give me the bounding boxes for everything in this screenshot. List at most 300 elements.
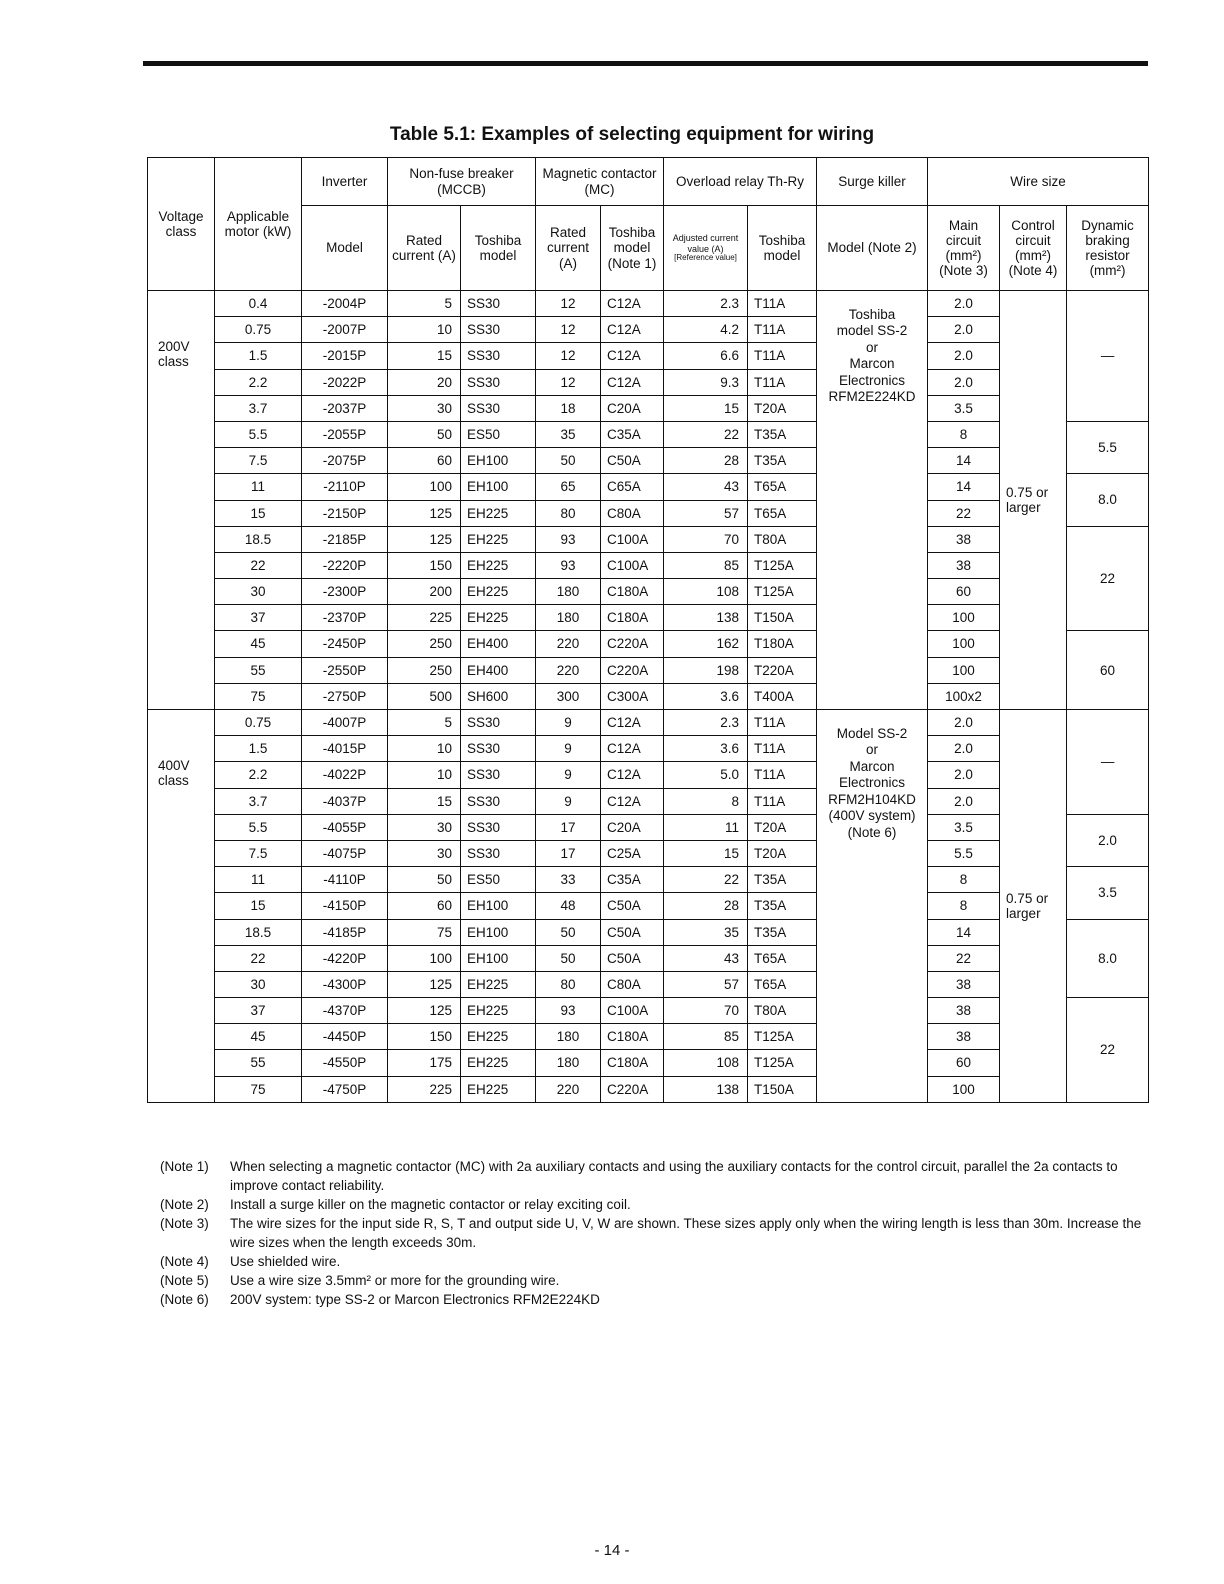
mccb-model: EH225 (461, 500, 536, 526)
inverter-model: -4110P (302, 867, 388, 893)
inverter-model: -2110P (302, 474, 388, 500)
mccb-rated-current: 75 (388, 919, 461, 945)
motor-kw: 55 (215, 657, 302, 683)
main-circuit-size: 22 (928, 945, 1000, 971)
main-circuit-size: 3.5 (928, 395, 1000, 421)
table-row (148, 762, 1149, 788)
main-circuit-size: 14 (928, 448, 1000, 474)
adjusted-current: 4.2 (664, 317, 748, 343)
relay-model: T20A (748, 395, 817, 421)
adjusted-current: 9.3 (664, 369, 748, 395)
mc-rated-current: 9 (536, 736, 601, 762)
mccb-model: SS30 (461, 291, 536, 317)
surge-killer-line: Marcon (849, 758, 895, 774)
dynamic-braking-size: — (1067, 291, 1149, 422)
relay-model: T180A (748, 631, 817, 657)
page-number: - 14 - (594, 1542, 630, 1559)
surge-killer-line: model SS-2 (836, 323, 908, 339)
header-voltage-class: Voltage class (148, 158, 215, 291)
surge-killer-cell (817, 291, 928, 710)
main-circuit-size: 2.0 (928, 343, 1000, 369)
inverter-model: -2007P (302, 317, 388, 343)
mc-model: C12A (601, 291, 664, 317)
adjusted-current: 57 (664, 500, 748, 526)
relay-model: T80A (748, 526, 817, 552)
surge-killer-line: RFM2E224KD (828, 389, 916, 405)
adjusted-current: 138 (664, 1076, 748, 1102)
mc-rated-current: 48 (536, 893, 601, 919)
adjusted-current: 108 (664, 579, 748, 605)
mccb-model: EH100 (461, 945, 536, 971)
main-circuit-size: 2.0 (928, 710, 1000, 736)
mccb-model: EH225 (461, 526, 536, 552)
adjusted-current: 138 (664, 605, 748, 631)
relay-model: T65A (748, 500, 817, 526)
main-circuit-size: 5.5 (928, 840, 1000, 866)
mccb-model: EH100 (461, 893, 536, 919)
mccb-model: EH225 (461, 971, 536, 997)
mccb-model: EH225 (461, 1050, 536, 1076)
inverter-model: -2022P (302, 369, 388, 395)
mc-model: C50A (601, 448, 664, 474)
mc-model: C20A (601, 814, 664, 840)
note (160, 1271, 1160, 1290)
mc-model: C50A (601, 945, 664, 971)
header-dynamic-braking: Dynamic braking resistor (mm²) (1067, 206, 1149, 291)
inverter-model: -4075P (302, 840, 388, 866)
table-row (148, 945, 1149, 971)
main-circuit-size: 8 (928, 867, 1000, 893)
header-mc-toshiba-model: Toshiba model (Note 1) (601, 206, 664, 291)
main-circuit-size: 14 (928, 919, 1000, 945)
mc-rated-current: 9 (536, 710, 601, 736)
mccb-model: SS30 (461, 736, 536, 762)
mccb-model: EH100 (461, 474, 536, 500)
inverter-model: -4300P (302, 971, 388, 997)
relay-model: T400A (748, 683, 817, 709)
mc-model: C80A (601, 971, 664, 997)
mccb-model: EH225 (461, 1024, 536, 1050)
note-text: 200V system: type SS-2 or Marcon Electronics RFM2E224KD (230, 1292, 600, 1307)
table-row (148, 291, 1149, 317)
mc-rated-current: 220 (536, 1076, 601, 1102)
table-row (148, 867, 1149, 893)
table-body (148, 291, 1149, 1103)
note (160, 1157, 1160, 1195)
inverter-model: -2750P (302, 683, 388, 709)
relay-model: T65A (748, 474, 817, 500)
control-circuit-size: 0.75 or larger (1000, 291, 1067, 710)
main-circuit-size: 2.0 (928, 291, 1000, 317)
mccb-model: EH225 (461, 605, 536, 631)
relay-model: T35A (748, 421, 817, 447)
main-circuit-size: 3.5 (928, 814, 1000, 840)
mc-rated-current: 9 (536, 788, 601, 814)
mc-rated-current: 12 (536, 317, 601, 343)
mccb-rated-current: 150 (388, 1024, 461, 1050)
main-circuit-size: 38 (928, 998, 1000, 1024)
surge-killer-line: Electronics (839, 372, 906, 388)
main-circuit-size: 2.0 (928, 736, 1000, 762)
mc-model: C12A (601, 343, 664, 369)
adjusted-current: 198 (664, 657, 748, 683)
surge-killer-line: Model SS-2 (836, 726, 908, 741)
note (160, 1195, 1160, 1214)
adjusted-current: 28 (664, 448, 748, 474)
header-mccb-toshiba-model: Toshiba model (461, 206, 536, 291)
mccb-rated-current: 225 (388, 1076, 461, 1102)
motor-kw: 18.5 (215, 526, 302, 552)
mccb-model: EH225 (461, 579, 536, 605)
mccb-model: EH100 (461, 448, 536, 474)
relay-model: T65A (748, 971, 817, 997)
inverter-model: -2220P (302, 552, 388, 578)
main-circuit-size: 60 (928, 579, 1000, 605)
mc-model: C180A (601, 579, 664, 605)
relay-model: T80A (748, 998, 817, 1024)
motor-kw: 15 (215, 500, 302, 526)
mccb-rated-current: 250 (388, 657, 461, 683)
mccb-model: SS30 (461, 317, 536, 343)
voltage-class-cell: 400V class (148, 710, 215, 1103)
mccb-rated-current: 125 (388, 500, 461, 526)
motor-kw: 3.7 (215, 395, 302, 421)
motor-kw: 22 (215, 945, 302, 971)
mc-model: C220A (601, 631, 664, 657)
mccb-rated-current: 250 (388, 631, 461, 657)
header-control-circuit: Control circuit (mm²) (Note 4) (1000, 206, 1067, 291)
wiring-equipment-table (147, 157, 1149, 1103)
mccb-rated-current: 100 (388, 474, 461, 500)
note-key: (Note 6) (160, 1292, 209, 1307)
note-text: Install a surge killer on the magnetic contactor or relay exciting coil. (230, 1197, 631, 1212)
inverter-model: -2075P (302, 448, 388, 474)
main-circuit-size: 2.0 (928, 788, 1000, 814)
inverter-model: -2004P (302, 291, 388, 317)
motor-kw: 7.5 (215, 448, 302, 474)
mc-model: C220A (601, 1076, 664, 1102)
inverter-model: -2300P (302, 579, 388, 605)
adjusted-current: 5.0 (664, 762, 748, 788)
mccb-model: EH100 (461, 919, 536, 945)
table-row (148, 579, 1149, 605)
mc-model: C65A (601, 474, 664, 500)
mc-model: C220A (601, 657, 664, 683)
relay-model: T220A (748, 657, 817, 683)
mc-model: C12A (601, 736, 664, 762)
adjusted-current: 85 (664, 552, 748, 578)
surge-killer-line: Toshiba (848, 307, 896, 322)
adjusted-current: 3.6 (664, 736, 748, 762)
note-text: Use a wire size 3.5mm² or more for the grounding wire. (230, 1273, 560, 1288)
mc-rated-current: 93 (536, 552, 601, 578)
motor-kw: 30 (215, 579, 302, 605)
table-row (148, 788, 1149, 814)
mccb-rated-current: 30 (388, 840, 461, 866)
header-main-circuit: Main circuit (mm²) (Note 3) (928, 206, 1000, 291)
header-inverter: Inverter (302, 158, 388, 206)
table-row (148, 840, 1149, 866)
relay-model: T11A (748, 736, 817, 762)
adjusted-current-label: Adjusted current value (A) (672, 233, 739, 254)
mccb-rated-current: 15 (388, 788, 461, 814)
inverter-model: -4055P (302, 814, 388, 840)
mccb-rated-current: 100 (388, 945, 461, 971)
adjusted-current: 70 (664, 526, 748, 552)
header-adjusted-current (664, 206, 748, 291)
adjusted-current: 2.3 (664, 291, 748, 317)
surge-killer-line: (400V system) (828, 808, 916, 824)
adjusted-current: 57 (664, 971, 748, 997)
dynamic-braking-size: 8.0 (1067, 919, 1149, 998)
mc-rated-current: 65 (536, 474, 601, 500)
table-row (148, 526, 1149, 552)
motor-kw: 1.5 (215, 343, 302, 369)
mc-rated-current: 93 (536, 998, 601, 1024)
table-row (148, 736, 1149, 762)
mc-model: C35A (601, 421, 664, 447)
motor-kw: 75 (215, 1076, 302, 1102)
mc-rated-current: 180 (536, 605, 601, 631)
adjusted-current: 6.6 (664, 343, 748, 369)
adjusted-current: 28 (664, 893, 748, 919)
adjusted-current: 70 (664, 998, 748, 1024)
relay-model: T150A (748, 1076, 817, 1102)
table-row (148, 683, 1149, 709)
mccb-model: EH225 (461, 552, 536, 578)
inverter-model: -4220P (302, 945, 388, 971)
adjusted-current: 43 (664, 945, 748, 971)
motor-kw: 37 (215, 998, 302, 1024)
relay-model: T150A (748, 605, 817, 631)
mc-model: C25A (601, 840, 664, 866)
table-row (148, 998, 1149, 1024)
mc-model: C100A (601, 998, 664, 1024)
relay-model: T20A (748, 814, 817, 840)
mccb-rated-current: 10 (388, 762, 461, 788)
table-row (148, 814, 1149, 840)
motor-kw: 45 (215, 631, 302, 657)
inverter-model: -4150P (302, 893, 388, 919)
header-mc: Magnetic contactor (MC) (536, 158, 664, 206)
motor-kw: 11 (215, 474, 302, 500)
mc-rated-current: 300 (536, 683, 601, 709)
inverter-model: -2185P (302, 526, 388, 552)
note-text: When selecting a magnetic contactor (MC) with 2a auxiliary contacts and using the auxiliary contacts for the control circuit, parallel the 2a contacts to improve contact reliability. (230, 1159, 1118, 1193)
adjusted-current: 108 (664, 1050, 748, 1076)
table-row (148, 971, 1149, 997)
control-circuit-size: 0.75 or larger (1000, 710, 1067, 1103)
inverter-model: -4015P (302, 736, 388, 762)
table-row (148, 552, 1149, 578)
surge-killer-line: or (866, 339, 879, 355)
mc-rated-current: 12 (536, 343, 601, 369)
mccb-model: SS30 (461, 788, 536, 814)
note-key: (Note 2) (160, 1197, 209, 1212)
inverter-model: -2037P (302, 395, 388, 421)
dynamic-braking-size: 5.5 (1067, 421, 1149, 473)
relay-model: T35A (748, 448, 817, 474)
adjusted-current: 15 (664, 395, 748, 421)
mccb-model: ES50 (461, 421, 536, 447)
mccb-model: SS30 (461, 710, 536, 736)
mc-rated-current: 17 (536, 840, 601, 866)
motor-kw: 5.5 (215, 421, 302, 447)
inverter-model: -4550P (302, 1050, 388, 1076)
mc-model: C12A (601, 788, 664, 814)
mc-model: C12A (601, 369, 664, 395)
main-circuit-size: 8 (928, 893, 1000, 919)
mc-rated-current: 18 (536, 395, 601, 421)
relay-model: T11A (748, 369, 817, 395)
table-row (148, 448, 1149, 474)
main-circuit-size: 60 (928, 1050, 1000, 1076)
mc-rated-current: 50 (536, 448, 601, 474)
relay-model: T125A (748, 579, 817, 605)
mccb-rated-current: 175 (388, 1050, 461, 1076)
mc-rated-current: 12 (536, 291, 601, 317)
surge-killer-line: Marcon (849, 356, 895, 372)
mc-rated-current: 35 (536, 421, 601, 447)
table-row (148, 474, 1149, 500)
motor-kw: 45 (215, 1024, 302, 1050)
mc-rated-current: 80 (536, 971, 601, 997)
adjusted-current: 22 (664, 867, 748, 893)
mc-rated-current: 93 (536, 526, 601, 552)
inverter-model: -2150P (302, 500, 388, 526)
relay-model: T11A (748, 762, 817, 788)
table-title: Table 5.1: Examples of selecting equipment for wiring (389, 124, 875, 145)
motor-kw: 3.7 (215, 788, 302, 814)
inverter-model: -4185P (302, 919, 388, 945)
mccb-model: SH600 (461, 683, 536, 709)
table-row (148, 343, 1149, 369)
surge-killer-line: (Note 6) (847, 824, 897, 840)
relay-model: T125A (748, 552, 817, 578)
mc-rated-current: 80 (536, 500, 601, 526)
main-circuit-size: 100 (928, 605, 1000, 631)
table-row (148, 369, 1149, 395)
dynamic-braking-size: 3.5 (1067, 867, 1149, 919)
table-row (148, 500, 1149, 526)
mccb-model: SS30 (461, 343, 536, 369)
voltage-class-cell: 200V class (148, 291, 215, 710)
main-circuit-size: 2.0 (928, 317, 1000, 343)
inverter-model: -4022P (302, 762, 388, 788)
mccb-rated-current: 125 (388, 971, 461, 997)
main-circuit-size: 38 (928, 552, 1000, 578)
mccb-rated-current: 125 (388, 998, 461, 1024)
mc-rated-current: 180 (536, 1024, 601, 1050)
mc-model: C35A (601, 867, 664, 893)
adjusted-current: 43 (664, 474, 748, 500)
motor-kw: 5.5 (215, 814, 302, 840)
table-row (148, 657, 1149, 683)
table-row (148, 710, 1149, 736)
note-key: (Note 5) (160, 1273, 209, 1288)
mccb-rated-current: 15 (388, 343, 461, 369)
table-row (148, 1024, 1149, 1050)
inverter-model: -2015P (302, 343, 388, 369)
inverter-model: -2450P (302, 631, 388, 657)
note-key: (Note 3) (160, 1216, 209, 1231)
motor-kw: 37 (215, 605, 302, 631)
relay-model: T125A (748, 1050, 817, 1076)
note-text: Use shielded wire. (230, 1254, 341, 1269)
table-row (148, 631, 1149, 657)
mc-rated-current: 17 (536, 814, 601, 840)
mccb-rated-current: 5 (388, 710, 461, 736)
mc-rated-current: 12 (536, 369, 601, 395)
motor-kw: 0.75 (215, 317, 302, 343)
mc-model: C12A (601, 317, 664, 343)
dynamic-braking-size: 22 (1067, 526, 1149, 631)
mccb-rated-current: 125 (388, 526, 461, 552)
dynamic-braking-size: 22 (1067, 998, 1149, 1103)
mccb-rated-current: 225 (388, 605, 461, 631)
mc-model: C100A (601, 552, 664, 578)
main-circuit-size: 100 (928, 631, 1000, 657)
note-text: The wire sizes for the input side R, S, T and output side U, V, W are shown. These sizes apply only when the wiring length is less than 30m. Increase the wire sizes when the length exceeds 30m. (230, 1216, 1142, 1250)
mc-rated-current: 180 (536, 1050, 601, 1076)
mccb-model: ES50 (461, 867, 536, 893)
mc-model: C180A (601, 1050, 664, 1076)
adjusted-current: 11 (664, 814, 748, 840)
relay-model: T65A (748, 945, 817, 971)
relay-model: T11A (748, 710, 817, 736)
main-circuit-size: 100 (928, 657, 1000, 683)
adjusted-current: 85 (664, 1024, 748, 1050)
adjusted-current: 162 (664, 631, 748, 657)
adjusted-current: 3.6 (664, 683, 748, 709)
reference-value-label: [Reference value] (674, 252, 737, 262)
surge-killer-cell (817, 710, 928, 1103)
mc-model: C180A (601, 605, 664, 631)
mc-rated-current: 33 (536, 867, 601, 893)
mccb-rated-current: 50 (388, 421, 461, 447)
dynamic-braking-size: 8.0 (1067, 474, 1149, 526)
table-row (148, 1050, 1149, 1076)
dynamic-braking-size: 60 (1067, 631, 1149, 710)
table-row (148, 605, 1149, 631)
mc-model: C300A (601, 683, 664, 709)
dynamic-braking-size: 2.0 (1067, 814, 1149, 866)
motor-kw: 7.5 (215, 840, 302, 866)
inverter-model: -2370P (302, 605, 388, 631)
inverter-model: -4037P (302, 788, 388, 814)
main-circuit-size: 2.0 (928, 762, 1000, 788)
mccb-model: EH400 (461, 657, 536, 683)
dynamic-braking-size: — (1067, 710, 1149, 815)
adjusted-current: 35 (664, 919, 748, 945)
adjusted-current: 15 (664, 840, 748, 866)
adjusted-current: 2.3 (664, 710, 748, 736)
table-row (148, 395, 1149, 421)
inverter-model: -4370P (302, 998, 388, 1024)
relay-model: T35A (748, 893, 817, 919)
inverter-model: -2550P (302, 657, 388, 683)
mccb-model: EH225 (461, 998, 536, 1024)
motor-kw: 0.75 (215, 710, 302, 736)
mccb-model: EH400 (461, 631, 536, 657)
relay-model: T20A (748, 840, 817, 866)
main-circuit-size: 38 (928, 526, 1000, 552)
relay-model: T11A (748, 317, 817, 343)
table-row (148, 1076, 1149, 1102)
header-mccb: Non-fuse breaker (MCCB) (388, 158, 536, 206)
mccb-rated-current: 60 (388, 448, 461, 474)
mccb-rated-current: 150 (388, 552, 461, 578)
